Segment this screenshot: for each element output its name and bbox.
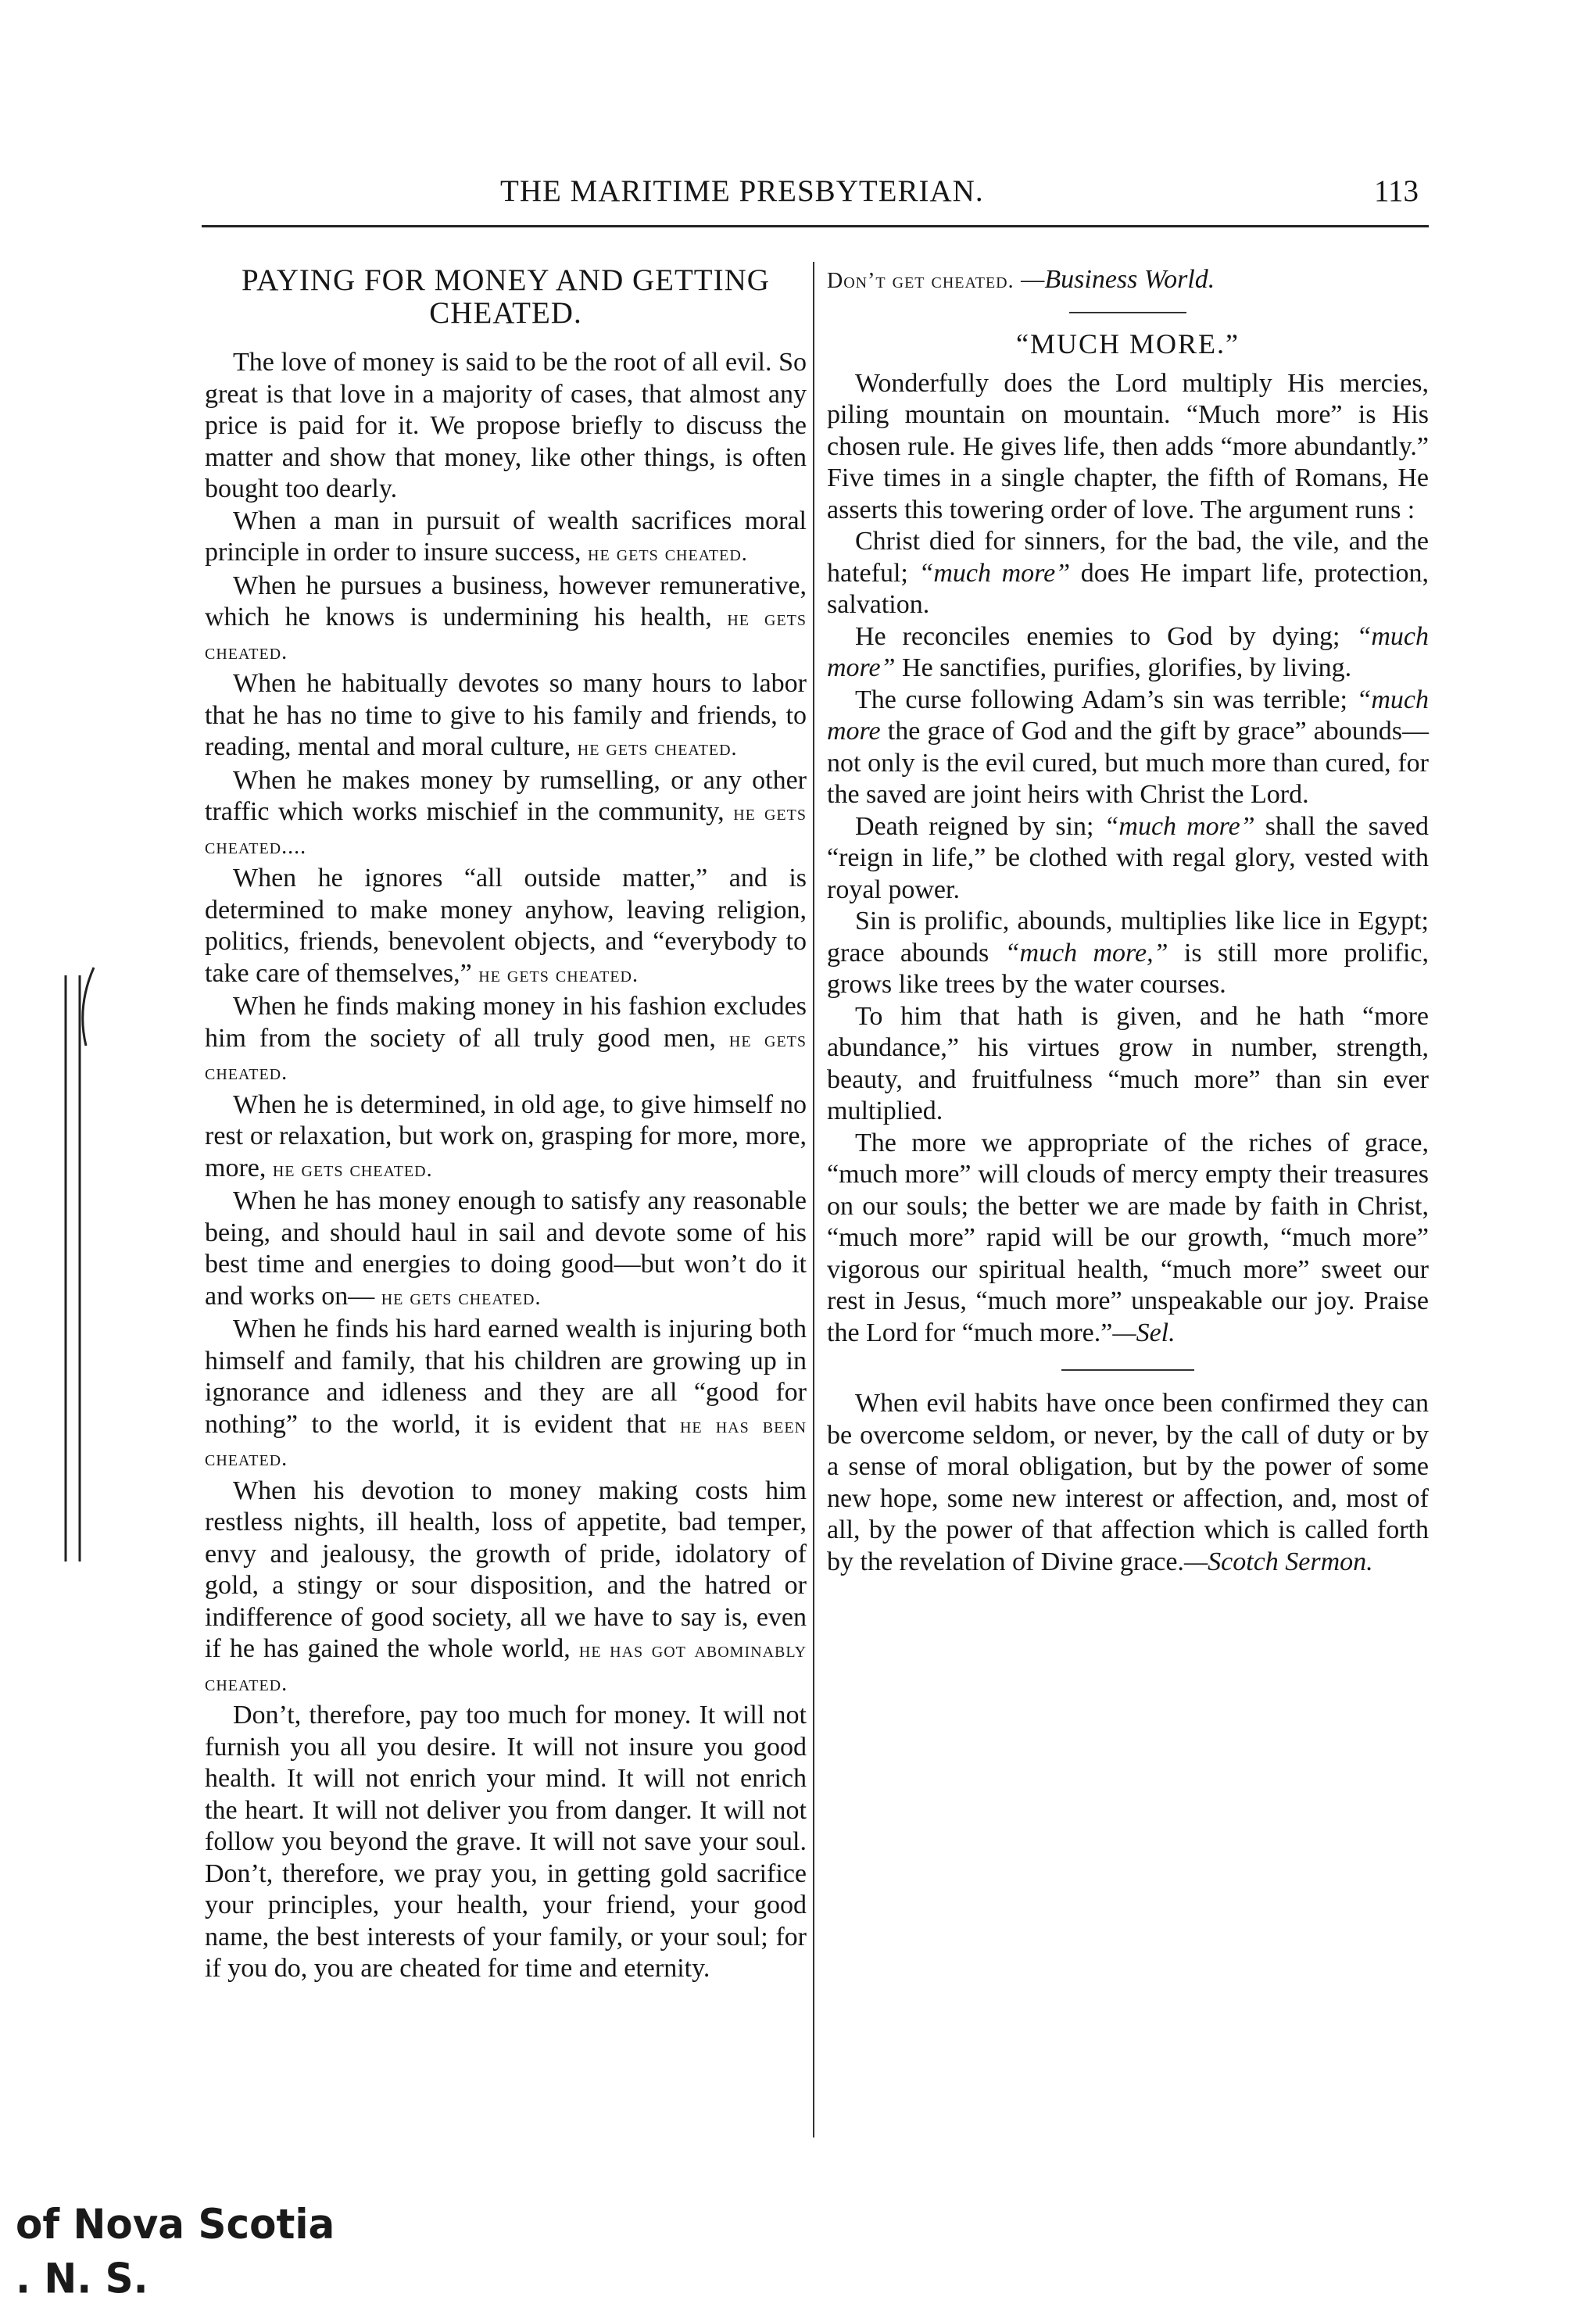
page-number: 113 — [1374, 174, 1419, 208]
header-rule — [202, 225, 1429, 227]
paragraph: When a man in pursuit of wealth sacrifices moral principle in order to insure success, he gets cheated. — [205, 506, 807, 567]
paragraph: The love of money is said to be the root of all evil. So great is that love in a majority of cases, that almost any price is paid for it. We propose briefly to discuss the matter and show that money, like other things, is often bought too dearly. — [205, 348, 807, 503]
article-separator — [1061, 1369, 1194, 1371]
library-stamp — [16, 2198, 335, 2306]
paragraph: Wonderfully does the Lord multiply His mercies, piling mountain on mountain. “Much more” is His chosen rule. He gives life, then adds “more abundantly.” Five times in a single chapter, the fifth of Romans, He asserts this towering order of love. The argument runs : — [827, 368, 1429, 524]
article-headline-money: PAYING FOR MONEY AND GETTING CHEATED. — [242, 263, 770, 330]
paragraph: When he is determined, in old age, to give himself no rest or relaxation, but work on, grasping for more, more, more, he gets cheated. — [205, 1089, 807, 1182]
paragraph: The curse following Adam’s sin was terrible; “much more the grace of God and the gift by grace” abounds—not only is the evil cured, but much more than cured, for the saved are joint heirs with Christ the Lord. — [827, 685, 1430, 809]
paragraph: When he has money enough to satisfy any reasonable being, and should haul in sail and devote some of his best time and energies to doing good—but won’t do it and works on— he gets cheated. — [205, 1186, 807, 1311]
running-header-title: THE MARITIME PRESBYTERIAN. — [500, 174, 984, 208]
left-column — [205, 264, 807, 1985]
paragraph: When he habitually devotes so many hours to labor that he has no time to give to his family and friends, to reading, mental and moral culture, he gets cheated. — [205, 669, 807, 761]
paragraph: When evil habits have once been confirmed they can be overcome seldom, or never, by the call of duty or by a sense of moral obligation, but by the power of some new hope, some new interest or affection, and, most of all, by the power of that affection which is called forth by the revelation of Divine grace.—Scotch Sermon. — [827, 1389, 1429, 1576]
article-separator — [1069, 312, 1186, 313]
article-headline-much-more: “MUCH MORE.” — [1016, 327, 1240, 360]
paragraph: The more we appropriate of the riches of grace, “much more” will clouds of mercy empty their treasures on our souls; the better we are made by faith in Christ, “much more” rapid will be our growth, “much more” vigorous our spiritual health, “much more” sweet our rest in Jesus, “much more” unspeakable our joy. Praise the Lord for “much more.”—Sel. — [827, 1128, 1429, 1347]
paragraph: Don’t, therefore, pay too much for money. It will not furnish you all you desire. It will not insure you good health. It will not enrich your mind. It will not enrich the heart. It will not deliver you from danger. It will not follow you beyond the grave. It will not save your soul. Don’t, therefore, we pray you, in getting gold sacrifice your principles, your health, your friend, your good name, the best interests of your family, or your soul; for if you do, you are cheated for time and eternity. — [205, 1701, 807, 1983]
paragraph: Sin is prolific, abounds, multiplies like lice in Egypt; grace abounds “much more,” is still more prolific, grows like trees by the water courses. — [827, 907, 1430, 999]
paragraph: When his devotion to money making costs him restless nights, ill health, loss of appetite, bad temper, envy and jealousy, the growth of pride, idolatory of gold, a stingy or sour disposition, and the hatred or indifference of good society, all we have to say is, even if he has gained the whole world, he has got abominably cheated. — [205, 1476, 807, 1696]
stamp-line: of Nova Scotia — [16, 2200, 335, 2248]
right-column — [827, 264, 1429, 1578]
paragraph: When he finds his hard earned wealth is injuring both himself and family, that his children are growing up in ignorance and idleness and they are all “good for nothing” to the world, it is evident that he has been cheated. — [205, 1315, 807, 1471]
paragraph: He reconciles enemies to God by dying; “much more” He sanctifies, purifies, glorifies, by living. — [827, 621, 1430, 682]
paragraph: When he finds making money in his fashion excludes him from the society of all truly good men, he gets cheated. — [205, 992, 807, 1085]
paragraph: Death reigned by sin; “much more” shall the saved “reign in life,” be clothed with regal glory, vested with royal power. — [827, 811, 1429, 904]
paragraph: When he ignores “all outside matter,” and is determined to make money anyhow, leaving religion, politics, friends, benevolent objects, and “everybody to take care of themselves,” he gets cheated. — [205, 864, 807, 988]
paragraph: Christ died for sinners, for the bad, the vile, and the hateful; “much more” does He impart life, protection, salvation. — [827, 527, 1430, 619]
paragraph: When he pursues a business, however remunerative, which he knows is undermining his health, he gets cheated. — [205, 571, 807, 664]
paragraph: When he makes money by rumselling, or any other traffic which works mischief in the community, he gets cheated.... — [205, 765, 807, 859]
column-divider — [813, 262, 814, 2137]
stamp-line: . N. S. — [16, 2255, 149, 2303]
paragraph-continued: Don’t get cheated. —Business World. — [827, 265, 1215, 294]
paragraph: To him that hath is given, and he hath “more abundance,” his virtues grow in number, strength, beauty, and fruitfulness “much more” than sin ever multiplied. — [827, 1001, 1429, 1125]
margin-bracket-mark — [48, 960, 95, 1569]
